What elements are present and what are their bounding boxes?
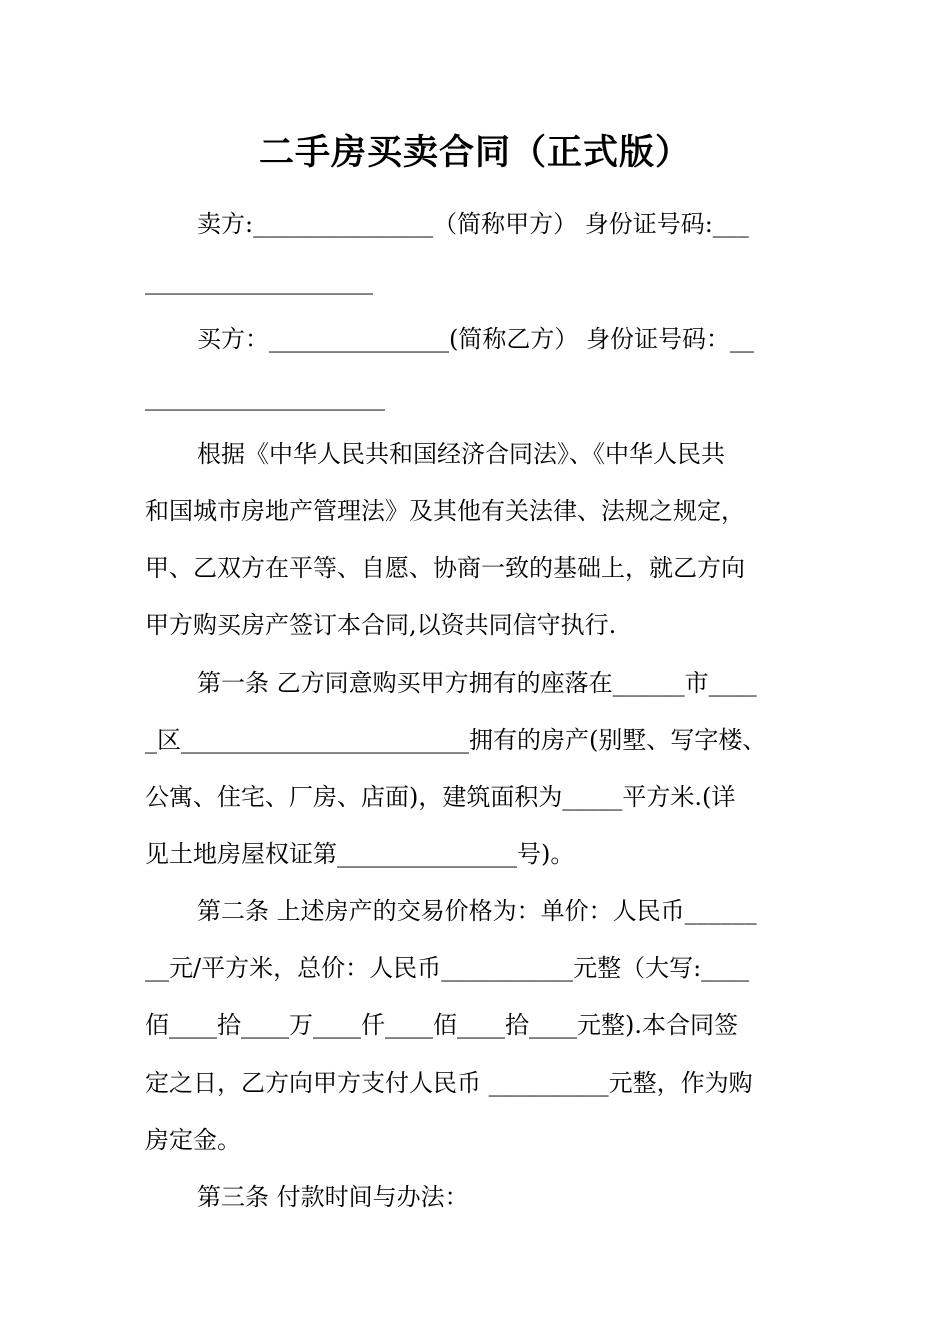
buyer-id-continued: ____________________	[145, 383, 385, 411]
preamble-line: 根据《中华人民共和国经济合同法》、《中华人民共	[197, 440, 725, 468]
article-1-line: _区________________________拥有的房产(别墅、写字楼、	[145, 726, 767, 754]
article-2-line: __元/平方米，总价：人民币___________元整（大写:____	[145, 954, 750, 982]
seller-id-continued: ___________________	[145, 267, 373, 295]
seller-line: 卖方:_______________（简称甲方） 身份证号码:___	[197, 210, 749, 238]
article-2-line: 第二条 上述房产的交易价格为：单价：人民币______	[197, 897, 757, 925]
article-2-line: 定之日，乙方向甲方支付人民币 __________元整，作为购	[145, 1069, 753, 1097]
preamble-line: 和国城市房地产管理法》及其他有关法律、法规之规定，	[145, 497, 745, 525]
document-title: 二手房买卖合同（正式版）	[258, 132, 691, 173]
article-2-line: 房定金。	[145, 1126, 241, 1154]
article-1-line: 见土地房屋权证第_______________号)。	[145, 840, 575, 868]
article-3-heading: 第三条 付款时间与办法：	[197, 1183, 469, 1211]
article-2-line: 佰____拾____万____仟____佰____拾____元整).本合同签	[145, 1011, 738, 1039]
preamble-line: 甲方购买房产签订本合同,以资共同信守执行.	[145, 611, 617, 639]
preamble-line: 甲、乙双方在平等、自愿、协商一致的基础上，就乙方向	[145, 554, 745, 582]
article-1-line: 公寓、住宅、厂房、店面)，建筑面积为_____平方米.(详	[145, 783, 736, 811]
buyer-line: 买方：_______________(简称乙方） 身份证号码：__	[197, 325, 754, 353]
article-1-line: 第一条 乙方同意购买甲方拥有的座落在______市____	[197, 669, 757, 697]
